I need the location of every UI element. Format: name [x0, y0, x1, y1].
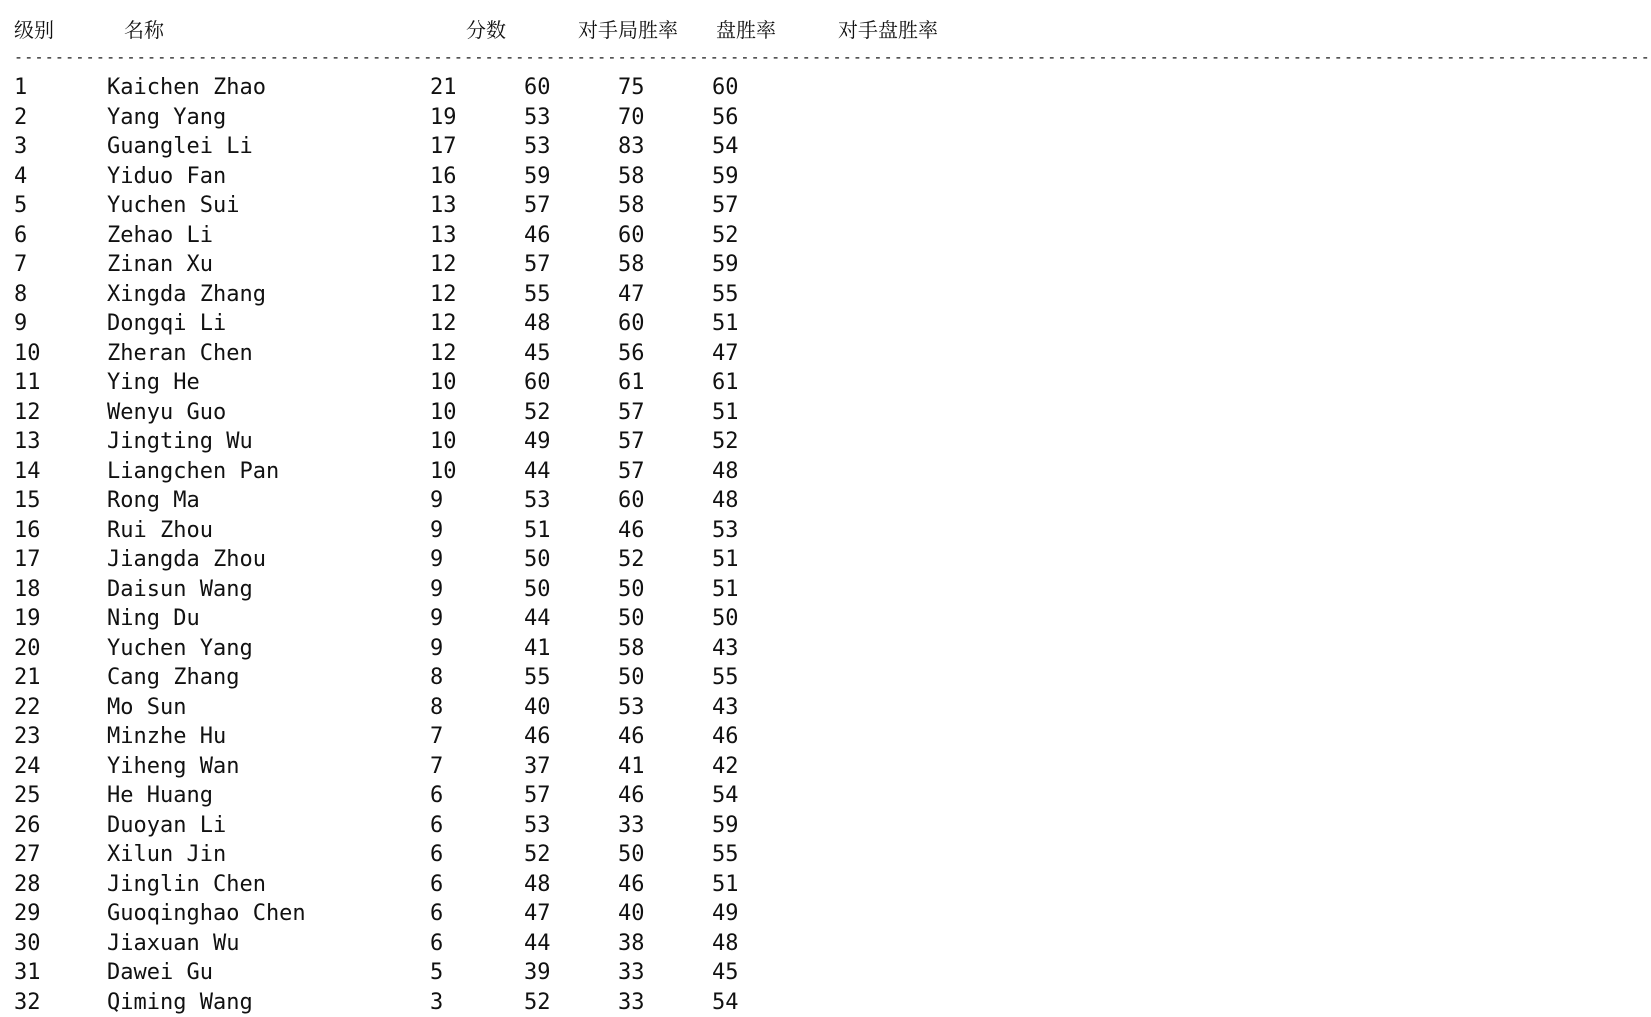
rank-cell: 19 [14, 604, 41, 634]
rank-cell: 3 [14, 132, 27, 162]
header-opponent-game-win-rate: 对手局胜率 [578, 14, 678, 43]
header-divider: ---------------------------------------------------------------------------------------------------------------------------------------------------------------- [14, 50, 1080, 64]
table-row [0, 457, 1080, 487]
header-set-win-rate: 盘胜率 [716, 14, 776, 43]
score-cell: 10 [430, 368, 457, 398]
opponent-set-win-rate-cell: 43 [712, 693, 739, 723]
opponent-game-win-rate-cell: 59 [524, 162, 551, 192]
table-row [0, 132, 1080, 162]
table-row [0, 545, 1080, 575]
opponent-set-win-rate-cell: 52 [712, 427, 739, 457]
score-cell: 9 [430, 545, 443, 575]
opponent-game-win-rate-cell: 50 [524, 545, 551, 575]
rank-cell: 7 [14, 250, 27, 280]
rank-cell: 18 [14, 575, 41, 605]
header-score: 分数 [466, 14, 506, 43]
table-row [0, 103, 1080, 133]
score-cell: 12 [430, 250, 457, 280]
opponent-set-win-rate-cell: 50 [712, 604, 739, 634]
opponent-game-win-rate-cell: 39 [524, 958, 551, 988]
score-cell: 6 [430, 840, 443, 870]
name-cell: Ning Du [107, 604, 200, 634]
name-cell: Zehao Li [107, 221, 213, 251]
rank-cell: 11 [14, 368, 41, 398]
score-cell: 8 [430, 663, 443, 693]
name-cell: Wenyu Guo [107, 398, 226, 428]
name-cell: Dawei Gu [107, 958, 213, 988]
opponent-game-win-rate-cell: 44 [524, 929, 551, 959]
opponent-game-win-rate-cell: 44 [524, 457, 551, 487]
table-row [0, 722, 1080, 752]
name-cell: Yang Yang [107, 103, 226, 133]
opponent-set-win-rate-cell: 42 [712, 752, 739, 782]
opponent-game-win-rate-cell: 57 [524, 781, 551, 811]
table-row [0, 958, 1080, 988]
rank-cell: 22 [14, 693, 41, 723]
set-win-rate-cell: 58 [618, 162, 645, 192]
rank-cell: 27 [14, 840, 41, 870]
table-row [0, 339, 1080, 369]
rank-cell: 15 [14, 486, 41, 516]
opponent-game-win-rate-cell: 52 [524, 398, 551, 428]
name-cell: Yiduo Fan [107, 162, 226, 192]
table-row [0, 516, 1080, 546]
score-cell: 10 [430, 398, 457, 428]
name-cell: Ying He [107, 368, 200, 398]
set-win-rate-cell: 33 [618, 988, 645, 1017]
opponent-set-win-rate-cell: 46 [712, 722, 739, 752]
opponent-set-win-rate-cell: 51 [712, 398, 739, 428]
name-cell: Duoyan Li [107, 811, 226, 841]
set-win-rate-cell: 53 [618, 693, 645, 723]
opponent-game-win-rate-cell: 45 [524, 339, 551, 369]
opponent-game-win-rate-cell: 46 [524, 221, 551, 251]
set-win-rate-cell: 61 [618, 368, 645, 398]
opponent-set-win-rate-cell: 54 [712, 132, 739, 162]
name-cell: Qiming Wang [107, 988, 253, 1017]
table-row [0, 840, 1080, 870]
rank-cell: 32 [14, 988, 41, 1017]
score-cell: 9 [430, 486, 443, 516]
rank-cell: 28 [14, 870, 41, 900]
set-win-rate-cell: 47 [618, 280, 645, 310]
rank-cell: 24 [14, 752, 41, 782]
set-win-rate-cell: 58 [618, 634, 645, 664]
opponent-game-win-rate-cell: 48 [524, 309, 551, 339]
set-win-rate-cell: 75 [618, 73, 645, 103]
rank-cell: 31 [14, 958, 41, 988]
rank-cell: 6 [14, 221, 27, 251]
name-cell: Guanglei Li [107, 132, 253, 162]
opponent-set-win-rate-cell: 52 [712, 221, 739, 251]
opponent-set-win-rate-cell: 49 [712, 899, 739, 929]
name-cell: Kaichen Zhao [107, 73, 266, 103]
score-cell: 5 [430, 958, 443, 988]
table-body [0, 73, 1080, 1017]
opponent-set-win-rate-cell: 59 [712, 250, 739, 280]
set-win-rate-cell: 41 [618, 752, 645, 782]
opponent-game-win-rate-cell: 60 [524, 73, 551, 103]
opponent-game-win-rate-cell: 44 [524, 604, 551, 634]
score-cell: 7 [430, 722, 443, 752]
set-win-rate-cell: 58 [618, 191, 645, 221]
opponent-set-win-rate-cell: 57 [712, 191, 739, 221]
name-cell: Jinglin Chen [107, 870, 266, 900]
opponent-set-win-rate-cell: 51 [712, 545, 739, 575]
name-cell: Dongqi Li [107, 309, 226, 339]
score-cell: 8 [430, 693, 443, 723]
rank-cell: 25 [14, 781, 41, 811]
opponent-set-win-rate-cell: 54 [712, 988, 739, 1017]
opponent-game-win-rate-cell: 37 [524, 752, 551, 782]
score-cell: 12 [430, 309, 457, 339]
rank-cell: 17 [14, 545, 41, 575]
name-cell: Jiaxuan Wu [107, 929, 239, 959]
set-win-rate-cell: 56 [618, 339, 645, 369]
opponent-game-win-rate-cell: 53 [524, 486, 551, 516]
name-cell: Zinan Xu [107, 250, 213, 280]
score-cell: 9 [430, 604, 443, 634]
set-win-rate-cell: 40 [618, 899, 645, 929]
opponent-set-win-rate-cell: 54 [712, 781, 739, 811]
opponent-game-win-rate-cell: 57 [524, 191, 551, 221]
set-win-rate-cell: 33 [618, 958, 645, 988]
score-cell: 12 [430, 280, 457, 310]
opponent-game-win-rate-cell: 60 [524, 368, 551, 398]
rank-cell: 1 [14, 73, 27, 103]
name-cell: Daisun Wang [107, 575, 253, 605]
score-cell: 9 [430, 575, 443, 605]
name-cell: He Huang [107, 781, 213, 811]
set-win-rate-cell: 46 [618, 722, 645, 752]
score-cell: 13 [430, 221, 457, 251]
name-cell: Yuchen Sui [107, 191, 239, 221]
opponent-set-win-rate-cell: 51 [712, 575, 739, 605]
table-row [0, 752, 1080, 782]
rank-cell: 5 [14, 191, 27, 221]
opponent-set-win-rate-cell: 51 [712, 870, 739, 900]
rank-cell: 20 [14, 634, 41, 664]
table-row [0, 604, 1080, 634]
opponent-set-win-rate-cell: 59 [712, 162, 739, 192]
header-name: 名称 [124, 14, 164, 43]
set-win-rate-cell: 33 [618, 811, 645, 841]
table-row [0, 781, 1080, 811]
score-cell: 9 [430, 634, 443, 664]
opponent-game-win-rate-cell: 53 [524, 811, 551, 841]
opponent-game-win-rate-cell: 46 [524, 722, 551, 752]
opponent-set-win-rate-cell: 55 [712, 663, 739, 693]
table-row [0, 486, 1080, 516]
score-cell: 6 [430, 929, 443, 959]
set-win-rate-cell: 57 [618, 457, 645, 487]
table-row [0, 427, 1080, 457]
score-cell: 13 [430, 191, 457, 221]
name-cell: Rong Ma [107, 486, 200, 516]
rank-cell: 23 [14, 722, 41, 752]
table-row [0, 368, 1080, 398]
score-cell: 19 [430, 103, 457, 133]
score-cell: 10 [430, 457, 457, 487]
table-header [0, 14, 1080, 44]
set-win-rate-cell: 60 [618, 309, 645, 339]
opponent-set-win-rate-cell: 48 [712, 929, 739, 959]
opponent-game-win-rate-cell: 53 [524, 103, 551, 133]
rank-cell: 29 [14, 899, 41, 929]
rank-cell: 2 [14, 103, 27, 133]
table-row [0, 73, 1080, 103]
rank-cell: 21 [14, 663, 41, 693]
opponent-game-win-rate-cell: 51 [524, 516, 551, 546]
opponent-set-win-rate-cell: 55 [712, 840, 739, 870]
name-cell: Minzhe Hu [107, 722, 226, 752]
score-cell: 16 [430, 162, 457, 192]
table-row [0, 929, 1080, 959]
opponent-set-win-rate-cell: 48 [712, 486, 739, 516]
set-win-rate-cell: 83 [618, 132, 645, 162]
score-cell: 9 [430, 516, 443, 546]
score-cell: 6 [430, 870, 443, 900]
opponent-set-win-rate-cell: 51 [712, 309, 739, 339]
opponent-set-win-rate-cell: 53 [712, 516, 739, 546]
name-cell: Liangchen Pan [107, 457, 279, 487]
opponent-game-win-rate-cell: 40 [524, 693, 551, 723]
name-cell: Jiangda Zhou [107, 545, 266, 575]
set-win-rate-cell: 57 [618, 427, 645, 457]
opponent-set-win-rate-cell: 61 [712, 368, 739, 398]
set-win-rate-cell: 57 [618, 398, 645, 428]
name-cell: Cang Zhang [107, 663, 239, 693]
opponent-set-win-rate-cell: 43 [712, 634, 739, 664]
score-cell: 6 [430, 811, 443, 841]
opponent-game-win-rate-cell: 55 [524, 663, 551, 693]
set-win-rate-cell: 50 [618, 663, 645, 693]
score-cell: 7 [430, 752, 443, 782]
opponent-set-win-rate-cell: 47 [712, 339, 739, 369]
set-win-rate-cell: 46 [618, 870, 645, 900]
score-cell: 21 [430, 73, 457, 103]
table-row [0, 575, 1080, 605]
opponent-set-win-rate-cell: 59 [712, 811, 739, 841]
table-row [0, 250, 1080, 280]
set-win-rate-cell: 38 [618, 929, 645, 959]
rank-cell: 14 [14, 457, 41, 487]
name-cell: Yuchen Yang [107, 634, 253, 664]
opponent-game-win-rate-cell: 47 [524, 899, 551, 929]
table-row [0, 693, 1080, 723]
table-row [0, 191, 1080, 221]
table-row [0, 899, 1080, 929]
opponent-game-win-rate-cell: 50 [524, 575, 551, 605]
opponent-game-win-rate-cell: 41 [524, 634, 551, 664]
rank-cell: 30 [14, 929, 41, 959]
set-win-rate-cell: 58 [618, 250, 645, 280]
set-win-rate-cell: 46 [618, 516, 645, 546]
table-row [0, 280, 1080, 310]
table-row [0, 309, 1080, 339]
opponent-set-win-rate-cell: 48 [712, 457, 739, 487]
name-cell: Zheran Chen [107, 339, 253, 369]
opponent-game-win-rate-cell: 48 [524, 870, 551, 900]
header-opponent-set-win-rate: 对手盘胜率 [838, 14, 938, 43]
rank-cell: 8 [14, 280, 27, 310]
rank-cell: 13 [14, 427, 41, 457]
table-row [0, 398, 1080, 428]
rank-cell: 26 [14, 811, 41, 841]
set-win-rate-cell: 50 [618, 575, 645, 605]
header-rank: 级别 [14, 14, 54, 43]
table-row [0, 811, 1080, 841]
opponent-set-win-rate-cell: 45 [712, 958, 739, 988]
rank-cell: 16 [14, 516, 41, 546]
score-cell: 12 [430, 339, 457, 369]
table-row [0, 988, 1080, 1017]
score-cell: 17 [430, 132, 457, 162]
set-win-rate-cell: 60 [618, 221, 645, 251]
score-cell: 10 [430, 427, 457, 457]
set-win-rate-cell: 46 [618, 781, 645, 811]
table-row [0, 162, 1080, 192]
rank-cell: 9 [14, 309, 27, 339]
set-win-rate-cell: 50 [618, 840, 645, 870]
name-cell: Xilun Jin [107, 840, 226, 870]
rank-cell: 4 [14, 162, 27, 192]
opponent-set-win-rate-cell: 55 [712, 280, 739, 310]
name-cell: Mo Sun [107, 693, 186, 723]
name-cell: Yiheng Wan [107, 752, 239, 782]
opponent-game-win-rate-cell: 55 [524, 280, 551, 310]
opponent-set-win-rate-cell: 60 [712, 73, 739, 103]
name-cell: Guoqinghao Chen [107, 899, 306, 929]
name-cell: Xingda Zhang [107, 280, 266, 310]
set-win-rate-cell: 60 [618, 486, 645, 516]
opponent-game-win-rate-cell: 57 [524, 250, 551, 280]
table-row [0, 221, 1080, 251]
set-win-rate-cell: 70 [618, 103, 645, 133]
opponent-game-win-rate-cell: 53 [524, 132, 551, 162]
table-row [0, 634, 1080, 664]
rank-cell: 10 [14, 339, 41, 369]
set-win-rate-cell: 52 [618, 545, 645, 575]
name-cell: Jingting Wu [107, 427, 253, 457]
set-win-rate-cell: 50 [618, 604, 645, 634]
score-cell: 6 [430, 899, 443, 929]
opponent-game-win-rate-cell: 49 [524, 427, 551, 457]
rank-cell: 12 [14, 398, 41, 428]
table-row [0, 870, 1080, 900]
score-cell: 6 [430, 781, 443, 811]
opponent-set-win-rate-cell: 56 [712, 103, 739, 133]
opponent-game-win-rate-cell: 52 [524, 988, 551, 1017]
score-cell: 3 [430, 988, 443, 1017]
table-row [0, 663, 1080, 693]
name-cell: Rui Zhou [107, 516, 213, 546]
opponent-game-win-rate-cell: 52 [524, 840, 551, 870]
